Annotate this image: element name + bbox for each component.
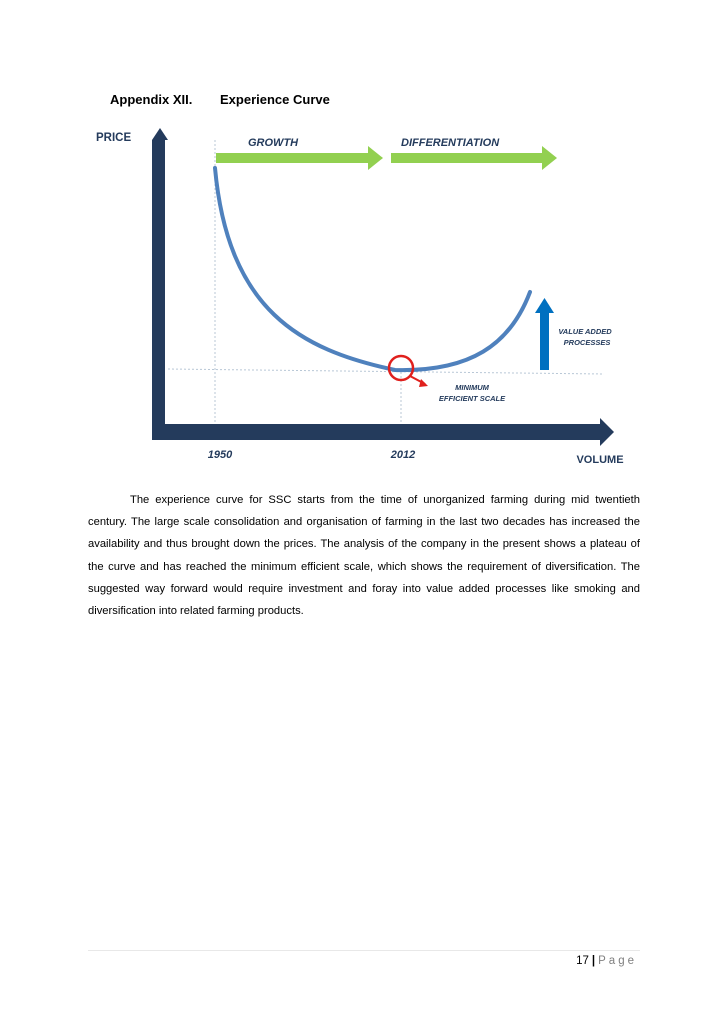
value-added-label-2: PROCESSES [563, 338, 611, 347]
minimum-pointer-arrowhead [419, 379, 428, 387]
price-axis-label: PRICE [96, 132, 132, 144]
growth-arrowhead [368, 146, 383, 170]
footer-rule [88, 950, 640, 951]
page-footer [576, 955, 637, 967]
value-added-arrowhead [535, 298, 554, 313]
differentiation-label: DIFFERENTIATION [401, 137, 500, 149]
appendix-title: Experience Curve [220, 92, 330, 107]
value-added-arrow [540, 312, 549, 370]
year-1950-label: 1950 [207, 449, 233, 461]
mes-label-1: MINIMUM [455, 383, 489, 392]
appendix-label: Appendix XII. [110, 92, 193, 107]
page-number: 17 [576, 955, 589, 967]
value-added-label-1: VALUE ADDED [558, 327, 612, 336]
mes-label-2: EFFICIENT SCALE [438, 394, 506, 403]
volume-axis-label: VOLUME [576, 454, 624, 466]
experience-curve [215, 168, 530, 370]
growth-arrow [216, 153, 370, 163]
body-text [88, 489, 640, 622]
growth-label: GROWTH [248, 137, 299, 149]
page-separator: | [591, 955, 596, 967]
year-2012-label: 2012 [390, 449, 416, 461]
experience-curve-figure [0, 0, 728, 480]
differentiation-arrowhead [542, 146, 557, 170]
price-axis [152, 128, 168, 440]
volume-axis-arrowhead [600, 418, 614, 446]
page-word: Page [598, 955, 637, 967]
differentiation-arrow [391, 153, 544, 163]
volume-axis [152, 424, 602, 440]
body-paragraph: The experience curve for SSC starts from the time of unorganized farming during mid twentieth century. The large scale consolidation and organisation of farming in the last two decades has increased the availability and thus brought down the prices. The analysis of the company in the present shows a plateau of the curve and has reached the minimum efficient scale, which shows the requirement of diversification. The suggested way forward would require investment and foray into value added processes like smoking and diversification into related farming products. [88, 494, 640, 618]
